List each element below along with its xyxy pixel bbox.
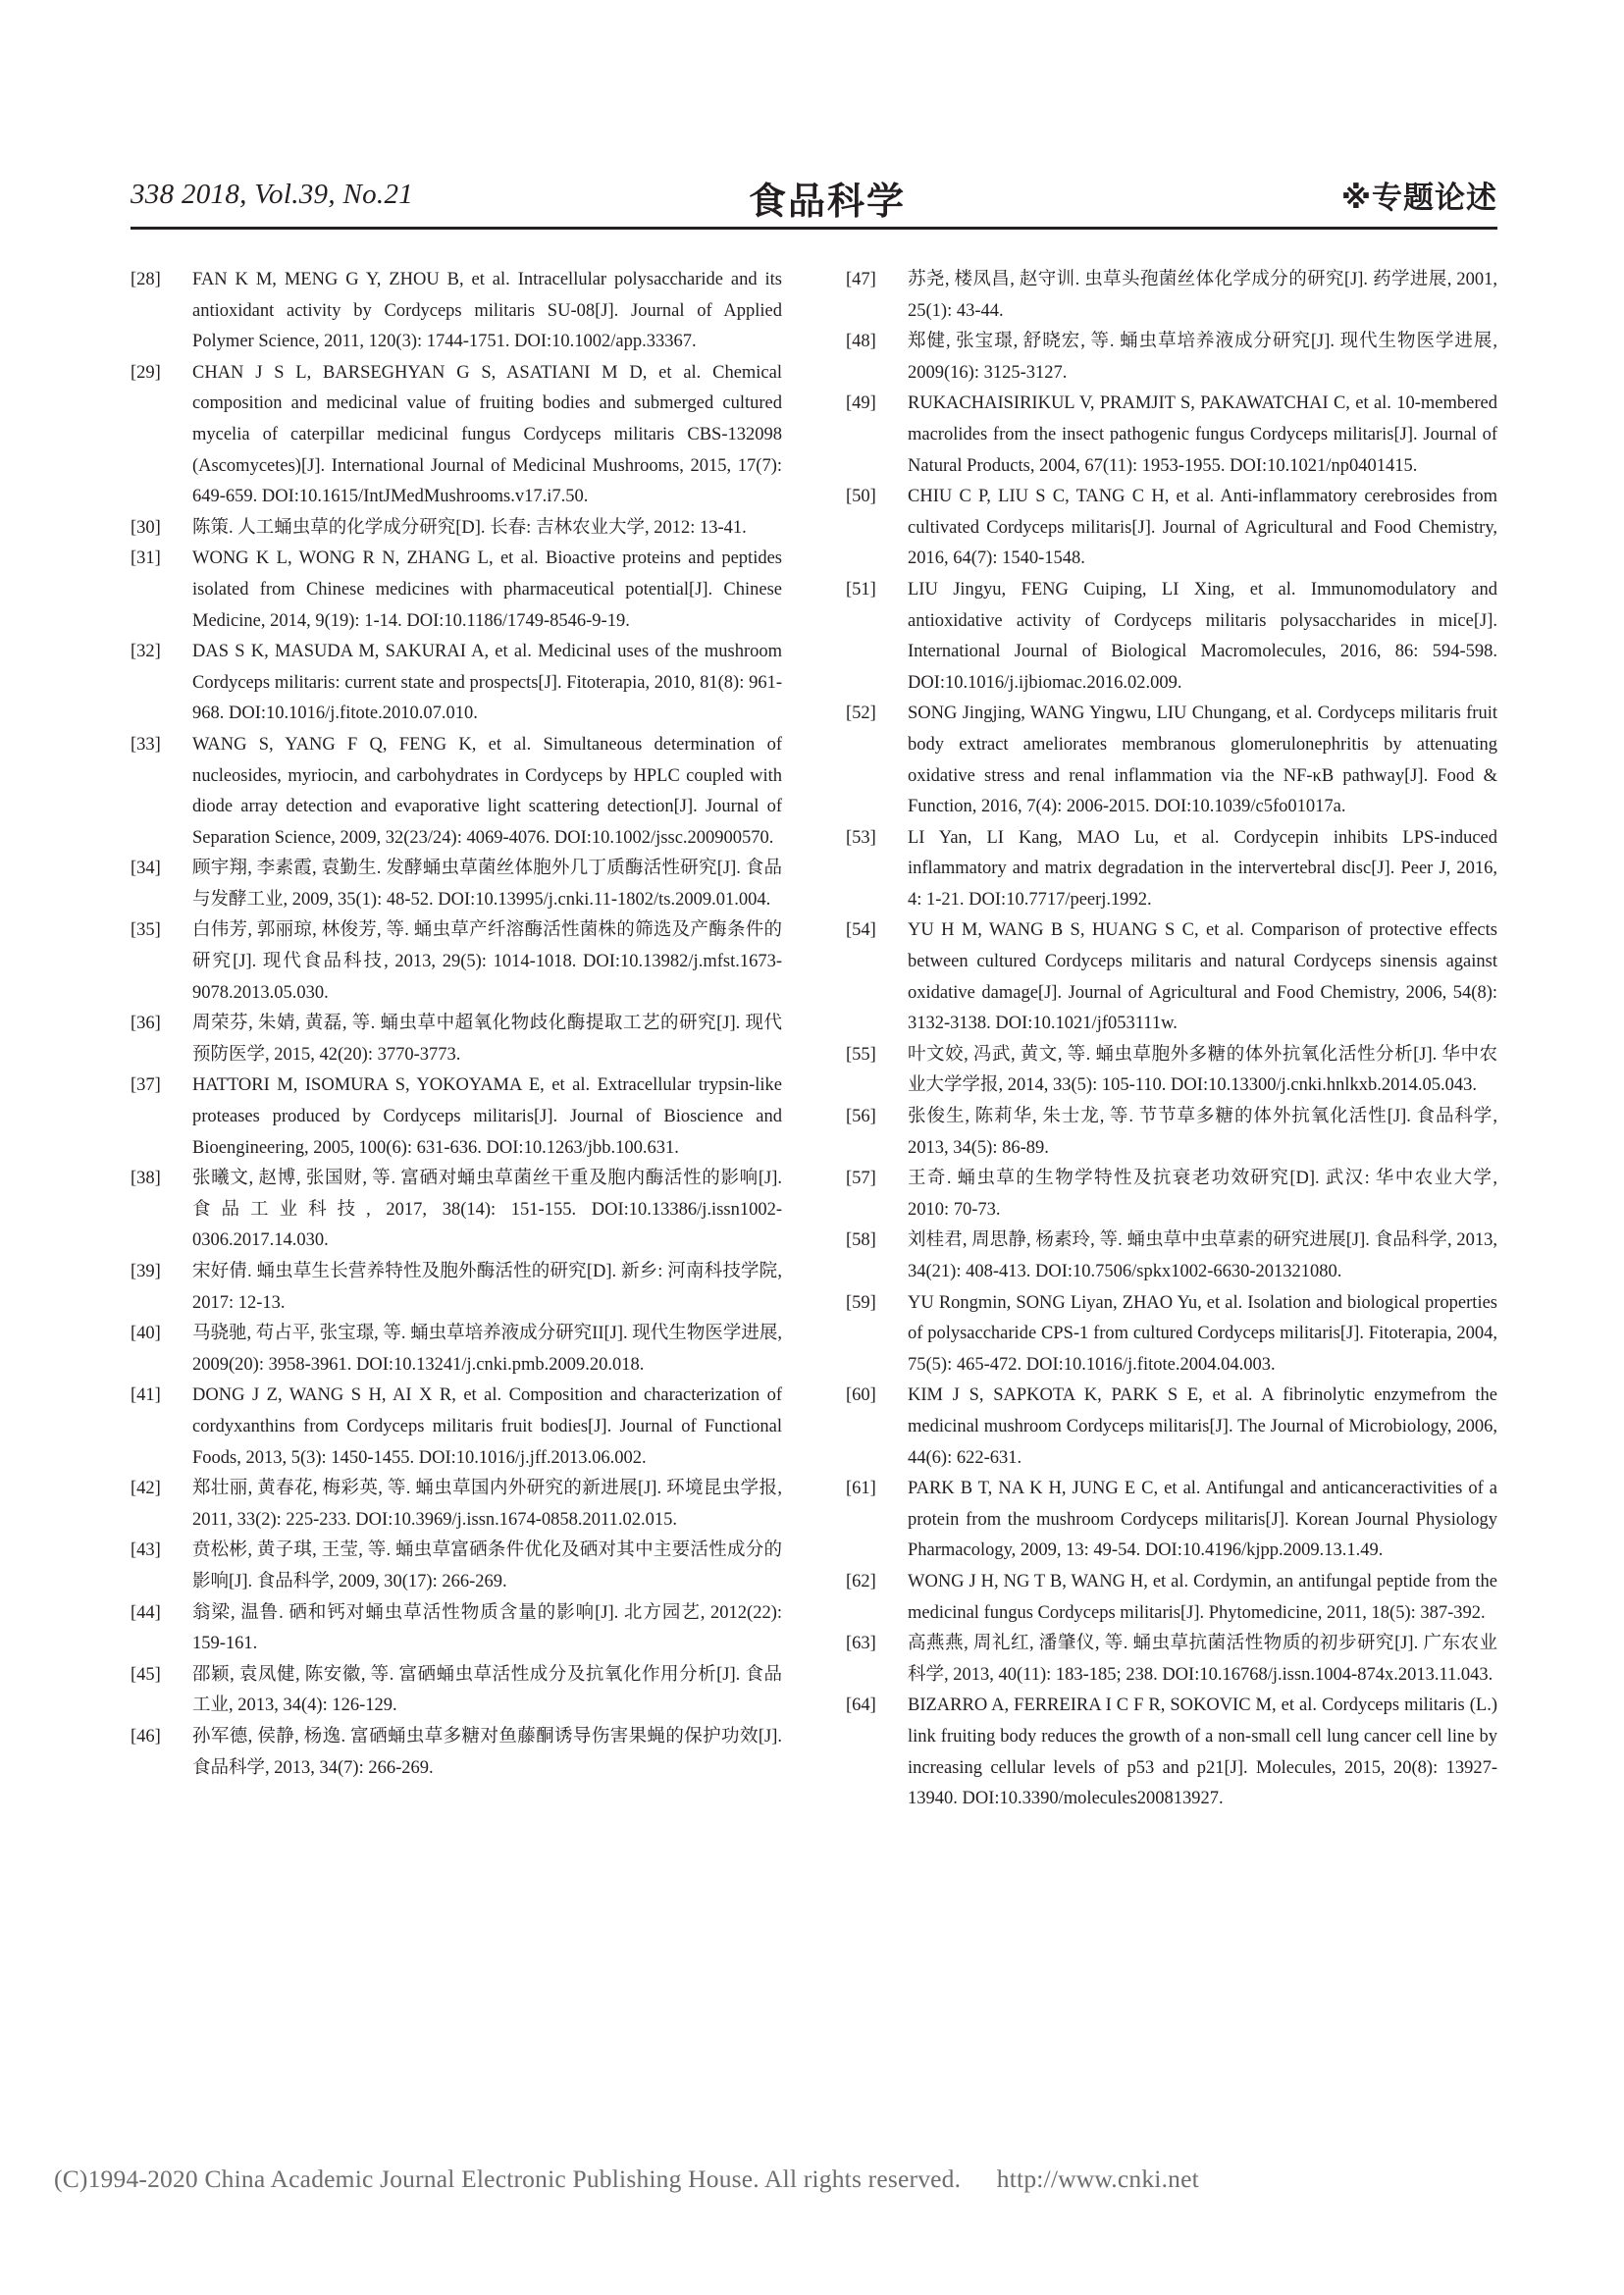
reference-text: 张曦文, 赵博, 张国财, 等. 富硒对蛹虫草菌丝干重及胞内酶活性的影响[J]. 食品工业科技, 2017, 38(14): 151-155. DOI:10.13386/j.issn1002-0306.2017.14.030. (192, 1169, 782, 1251)
reference-entry (131, 915, 782, 1009)
footer (54, 2165, 1229, 2194)
reference-number: [45] (131, 1664, 161, 1685)
reference-entry (131, 358, 782, 513)
reference-entry (846, 1691, 1497, 1814)
reference-entry (131, 854, 782, 915)
reference-text: 顾宇翔, 李素霞, 袁勤生. 发酵蛹虫草菌丝体胞外几丁质酶活性研究[J]. 食品与发酵工业, 2009, 35(1): 48-52. DOI:10.13995/j.cnki.11-1802/ts.2009.01.004. (192, 859, 782, 910)
reference-text: 刘桂君, 周思静, 杨素玲, 等. 蛹虫草中虫草素的研究进展[J]. 食品科学, 2013, 34(21): 408-413. DOI:10.7506/spkx1002-6630-201321080. (908, 1230, 1497, 1281)
reference-number: [29] (131, 362, 161, 383)
reference-number: [54] (846, 920, 876, 941)
reference-entry (846, 1381, 1497, 1474)
reference-number: [36] (131, 1014, 161, 1034)
reference-entry (131, 1009, 782, 1070)
reference-entry (846, 915, 1497, 1039)
reference-text: 陈策. 人工蛹虫草的化学成分研究[D]. 长春: 吉林农业大学, 2012: 13-41. (192, 517, 747, 538)
reference-text: FAN K M, MENG G Y, ZHOU B, et al. Intracellular polysaccharide and its antioxidant activity by Cordyceps militaris SU-08[J]. Journal of Applied Polymer Science, 2011, 120(3): 1744-1751. DOI:10.1002/app.33367. (192, 270, 782, 352)
reference-text: DAS S K, MASUDA M, SAKURAI A, et al. Medicinal uses of the mushroom Cordyceps militaris: current state and prospects[J]. Fitoterapia, 2010, 81(8): 961-968. DOI:10.1016/j.fitote.2010.07.010. (192, 642, 782, 724)
reference-number: [40] (131, 1324, 161, 1344)
reference-text: SONG Jingjing, WANG Yingwu, LIU Chungang, et al. Cordyceps militaris fruit body extract ameliorates membranous glomerulonephritis by attenuating oxidative stress and renal inflammation via the NF-κB pathway[J]. Food & Function, 2016, 7(4): 2006-2015. DOI:10.1039/c5fo01017a. (908, 704, 1497, 817)
reference-text: BIZARRO A, FERREIRA I C F R, SOKOVIC M, et al. Cordyceps militaris (L.) link fruiting body reduces the growth of a non-small cell lung cancer cell line by increasing cellular levels of p53 and p21[J]. Molecules, 2015, 20(8): 13927-13940. DOI:10.3390/molecules200813927. (908, 1695, 1497, 1809)
reference-number: [64] (846, 1695, 876, 1716)
reference-number: [63] (846, 1634, 876, 1654)
reference-entry (131, 730, 782, 854)
reference-number: [49] (846, 393, 876, 414)
reference-entry (131, 1381, 782, 1474)
reference-text: 邵颖, 袁凤健, 陈安徽, 等. 富硒蛹虫草活性成分及抗氧化作用分析[J]. 食品工业, 2013, 34(4): 126-129. (192, 1664, 782, 1716)
copyright-text: (C)1994-2020 China Academic Journal Electronic Publishing House. All rights reserved. (54, 2165, 962, 2193)
reference-text: CHIU C P, LIU S C, TANG C H, et al. Anti-inflammatory cerebrosides from cultivated Cordyceps militaris[J]. Journal of Agricultural and Food Chemistry, 2016, 64(7): 1540-1548. (908, 487, 1497, 569)
reference-text: 张俊生, 陈莉华, 朱士龙, 等. 节节草多糖的体外抗氧化活性[J]. 食品科学, 2013, 34(5): 86-89. (908, 1107, 1497, 1158)
reference-number: [43] (131, 1540, 161, 1561)
reference-text: RUKACHAISIRIKUL V, PRAMJIT S, PAKAWATCHAI C, et al. 10-membered macrolides from the insect pathogenic fungus Cordyceps militaris[J]. Journal of Natural Products, 2004, 67(11): 1953-1955. DOI:10.1021/np0401415. (908, 393, 1497, 476)
reference-entry (846, 265, 1497, 327)
page-info: 338 2018, Vol.39, No.21 (131, 179, 414, 210)
section-title: ※专题论述 (1340, 181, 1497, 216)
reference-text: 王奇. 蛹虫草的生物学特性及抗衰老功效研究[D]. 武汉: 华中农业大学, 2010: 70-73. (908, 1169, 1497, 1220)
reference-number: [41] (131, 1385, 161, 1406)
references-right-column (846, 265, 1497, 1815)
reference-entry (131, 513, 782, 545)
reference-entry (846, 823, 1497, 916)
reference-text: 高燕燕, 周礼红, 潘肇仪, 等. 蛹虫草抗菌活性物质的初步研究[J]. 广东农业科学, 2013, 40(11): 183-185; 238. DOI:10.16768/j.issn.1004-874x.2013.11.043. (908, 1634, 1497, 1685)
reference-number: [51] (846, 579, 876, 600)
reference-entry (131, 1257, 782, 1319)
footer-url: http://www.cnki.net (996, 2165, 1199, 2193)
references-left-column (131, 265, 782, 1784)
reference-text: 孙军德, 侯静, 杨逸. 富硒蛹虫草多糖对鱼藤酮诱导伤害果蝇的保护功效[J]. 食品科学, 2013, 34(7): 266-269. (192, 1726, 782, 1778)
reference-text: 郑壮丽, 黄春花, 梅彩英, 等. 蛹虫草国内外研究的新进展[J]. 环境昆虫学报, 2011, 33(2): 225-233. DOI:10.3969/j.issn.1674-0858.2011.02.015. (192, 1479, 782, 1530)
reference-entry (131, 1536, 782, 1597)
reference-text: WONG K L, WONG R N, ZHANG L, et al. Bioactive proteins and peptides isolated from Chinese medicines with pharmaceutical potential[J]. Chinese Medicine, 2014, 9(19): 1-14. DOI:10.1186/1749-8546-9-19. (192, 548, 782, 631)
reference-entry (846, 575, 1497, 699)
reference-number: [46] (131, 1726, 161, 1747)
reference-number: [50] (846, 487, 876, 507)
reference-number: [39] (131, 1262, 161, 1281)
reference-entry (846, 1040, 1497, 1102)
reference-number: [62] (846, 1571, 876, 1591)
reference-number: [30] (131, 517, 161, 538)
reference-entry (131, 1474, 782, 1536)
reference-entry (846, 1226, 1497, 1287)
reference-entry (131, 1319, 782, 1381)
reference-number: [28] (131, 270, 161, 289)
reference-number: [56] (846, 1107, 876, 1127)
reference-entry (846, 1164, 1497, 1226)
reference-number: [38] (131, 1169, 161, 1189)
reference-number: [48] (846, 332, 876, 352)
reference-entry (131, 1070, 782, 1164)
reference-entry (846, 1567, 1497, 1629)
reference-number: [47] (846, 270, 876, 289)
reference-number: [34] (131, 859, 161, 879)
reference-text: DONG J Z, WANG S H, AI X R, et al. Composition and characterization of cordyxanthins from Cordyceps militaris fruit bodies[J]. Journal of Functional Foods, 2013, 5(3): 1450-1455. DOI:10.1016/j.jff.2013.06.002. (192, 1385, 782, 1468)
reference-entry (846, 699, 1497, 822)
reference-entry (131, 544, 782, 637)
reference-number: [52] (846, 704, 876, 724)
reference-text: WONG J H, NG T B, WANG H, et al. Cordymin, an antifungal peptide from the medicinal fungus Cordyceps militaris[J]. Phytomedicine, 2011, 18(5): 387-392. (908, 1571, 1497, 1623)
reference-entry (131, 1164, 782, 1257)
reference-number: [32] (131, 642, 161, 662)
reference-text: LI Yan, LI Kang, MAO Lu, et al. Cordycepin inhibits LPS-induced inflammatory and matrix degradation in the intervertebral disc[J]. Peer J, 2016, 4: 1-21. DOI:10.7717/peerj.1992. (908, 827, 1497, 910)
reference-entry (846, 1288, 1497, 1382)
reference-number: [37] (131, 1075, 161, 1096)
reference-number: [31] (131, 548, 161, 569)
reference-number: [53] (846, 827, 876, 848)
reference-number: [59] (846, 1292, 876, 1313)
reference-number: [57] (846, 1169, 876, 1189)
reference-text: LIU Jingyu, FENG Cuiping, LI Xing, et al. Immunomodulatory and antioxidative activity of Cordyceps militaris polysaccharides in mice[J]. International Journal of Biological Macromolecules, 2016, 86: 594-598. DOI:10.1016/j.ijbiomac.2016.02.009. (908, 579, 1497, 693)
reference-entry (131, 1722, 782, 1784)
reference-text: 周荣芬, 朱婧, 黄磊, 等. 蛹虫草中超氧化物歧化酶提取工艺的研究[J]. 现代预防医学, 2015, 42(20): 3770-3773. (192, 1014, 782, 1065)
reference-entry (846, 389, 1497, 482)
reference-entry (846, 482, 1497, 575)
reference-text: KIM J S, SAPKOTA K, PARK S E, et al. A fibrinolytic enzymefrom the medicinal mushroom Cordyceps militaris[J]. The Journal of Microbiology, 2006, 44(6): 622-631. (908, 1385, 1497, 1468)
reference-entry (131, 637, 782, 730)
page-header (131, 171, 1497, 223)
reference-number: [44] (131, 1602, 161, 1623)
reference-text: WANG S, YANG F Q, FENG K, et al. Simultaneous determination of nucleosides, myriocin, and carbohydrates in Cordyceps by HPLC coupled with diode array detection and evaporative light scattering detection[J]. Journal of Separation Science, 2009, 32(23/24): 4069-4076. DOI:10.1002/jssc.200900570. (192, 734, 782, 848)
reference-number: [42] (131, 1479, 161, 1499)
reference-number: [60] (846, 1385, 876, 1406)
reference-entry (131, 1660, 782, 1722)
reference-text: 苏尧, 楼凤昌, 赵守训. 虫草头孢菌丝体化学成分的研究[J]. 药学进展, 2001, 25(1): 43-44. (908, 270, 1497, 321)
reference-text: CHAN J S L, BARSEGHYAN G S, ASATIANI M D, et al. Chemical composition and medicinal value of fruiting bodies and submerged cultured mycelia of caterpillar medicinal fungus Cordyceps militaris CBS-132098 (Ascomycetes)[J]. International Journal of Medicinal Mushrooms, 2015, 17(7): 649-659. DOI:10.1615/IntJMedMushrooms.v17.i7.50. (192, 362, 782, 507)
reference-entry (846, 1102, 1497, 1164)
reference-number: [58] (846, 1230, 876, 1251)
reference-entry (131, 265, 782, 358)
reference-text: 宋好倩. 蛹虫草生长营养特性及胞外酶活性的研究[D]. 新乡: 河南科技学院, 2017: 12-13. (192, 1262, 782, 1313)
reference-text: 马骁驰, 苟占平, 张宝璟, 等. 蛹虫草培养液成分研究II[J]. 现代生物医学进展, 2009(20): 3958-3961. DOI:10.13241/j.cnki.pmb.2009.20.018. (192, 1324, 782, 1375)
reference-text: YU H M, WANG B S, HUANG S C, et al. Comparison of protective effects between cultured Cordyceps militaris and natural Cordyceps sinensis against oxidative damage[J]. Journal of Agricultural and Food Chemistry, 2006, 54(8): 3132-3138. DOI:10.1021/jf053111w. (908, 920, 1497, 1034)
reference-number: [61] (846, 1479, 876, 1499)
reference-text: 翁梁, 温鲁. 硒和钙对蛹虫草活性物质含量的影响[J]. 北方园艺, 2012(22): 159-161. (192, 1602, 782, 1654)
reference-text: 郑健, 张宝璟, 舒晓宏, 等. 蛹虫草培养液成分研究[J]. 现代生物医学进展, 2009(16): 3125-3127. (908, 332, 1497, 383)
reference-text: YU Rongmin, SONG Liyan, ZHAO Yu, et al. Isolation and biological properties of polysaccharide CPS-1 from cultured Cordyceps militaris[J]. Fitoterapia, 2004, 75(5): 465-472. DOI:10.1016/j.fitote.2004.04.003. (908, 1292, 1497, 1375)
reference-number: [35] (131, 920, 161, 941)
header-rule (131, 227, 1497, 230)
reference-text: 白伟芳, 郭丽琼, 林俊芳, 等. 蛹虫草产纤溶酶活性菌株的筛选及产酶条件的研究[J]. 现代食品科技, 2013, 29(5): 1014-1018. DOI:10.13982/j.mfst.1673-9078.2013.05.030. (192, 920, 782, 1003)
reference-entry (131, 1598, 782, 1660)
reference-text: 叶文姣, 冯武, 黄文, 等. 蛹虫草胞外多糖的体外抗氧化活性分析[J]. 华中农业大学学报, 2014, 33(5): 105-110. DOI:10.13300/j.cnki.hnlkxb.2014.05.043. (908, 1044, 1497, 1096)
journal-title: 食品科学 (748, 180, 906, 223)
reference-text: PARK B T, NA K H, JUNG E C, et al. Antifungal and anticanceractivities of a protein from the mushroom Cordyceps militaris[J]. Korean Journal Physiology Pharmacology, 2009, 13: 49-54. DOI:10.4196/kjpp.2009.13.1.49. (908, 1479, 1497, 1561)
reference-number: [55] (846, 1044, 876, 1065)
reference-entry (846, 327, 1497, 389)
reference-entry (846, 1474, 1497, 1567)
reference-text: HATTORI M, ISOMURA S, YOKOYAMA E, et al. Extracellular trypsin-like proteases produced by Cordyceps militaris[J]. Journal of Bioscience and Bioengineering, 2005, 100(6): 631-636. DOI:10.1263/jbb.100.631. (192, 1075, 782, 1158)
reference-number: [33] (131, 734, 161, 755)
reference-entry (846, 1629, 1497, 1691)
reference-text: 贲松彬, 黄子琪, 王莹, 等. 蛹虫草富硒条件优化及硒对其中主要活性成分的影响[J]. 食品科学, 2009, 30(17): 266-269. (192, 1540, 782, 1591)
